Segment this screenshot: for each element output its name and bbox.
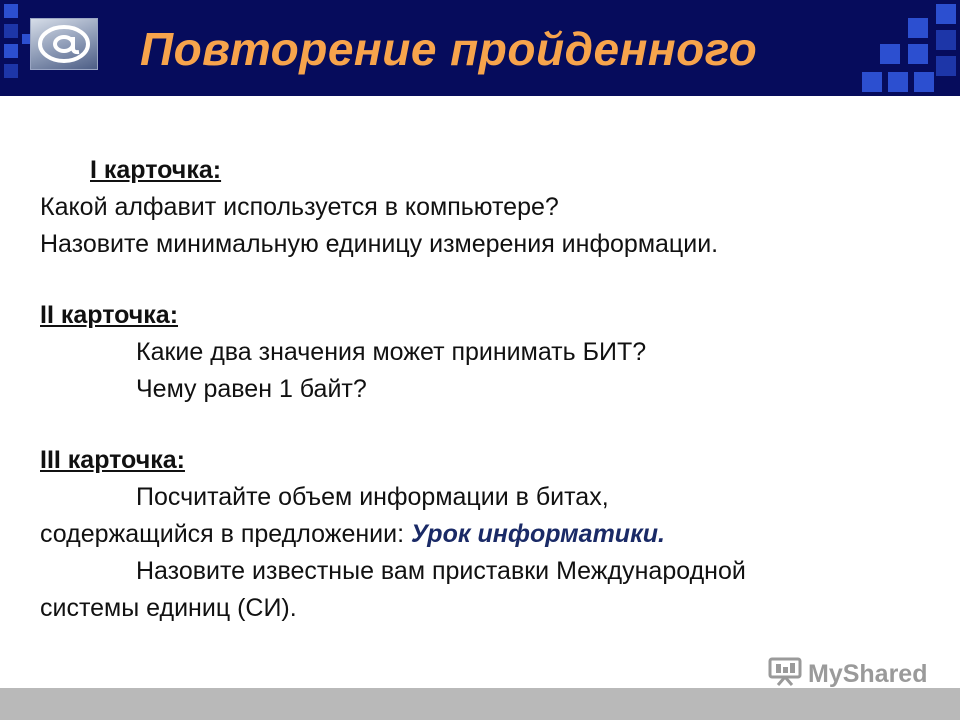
slide-header — [0, 0, 960, 96]
footer-bar — [0, 688, 960, 720]
watermark-text: MyShared — [808, 659, 928, 688]
card-2-question-2: Чему равен 1 байт? — [136, 375, 367, 403]
decor-square — [888, 72, 908, 92]
decor-square — [880, 44, 900, 64]
card-3-question-2-cont: системы единиц (СИ). — [40, 594, 297, 622]
card-1-question-2: Назовите минимальную единицу измерения информации. — [40, 230, 719, 258]
card-3-question-2: Назовите известные вам приставки Международной — [136, 557, 746, 585]
decor-square — [4, 64, 18, 78]
card-3-heading: III карточка: — [40, 446, 185, 474]
decor-square — [4, 44, 18, 58]
card-3-sentence: Урок информатики. — [411, 520, 665, 548]
card-2-question-1: Какие два значения может принимать БИТ? — [136, 338, 647, 366]
card-3-question-1-cont — [40, 516, 940, 553]
decor-square — [4, 4, 18, 18]
decor-square — [4, 24, 18, 38]
watermark — [768, 656, 927, 692]
decor-square — [936, 56, 956, 76]
presentation-board-icon — [768, 656, 802, 693]
decor-square — [936, 4, 956, 24]
card-1-question-1: Какой алфавит используется в компьютере? — [40, 193, 559, 221]
card-2-heading: II карточка: — [40, 301, 179, 329]
decor-square — [914, 72, 934, 92]
slide-content — [40, 152, 940, 627]
card-3-question-1: Посчитайте объем информации в битах, — [136, 483, 609, 511]
card-3-prefix: содержащийся в предложении: — [40, 520, 411, 548]
slide-title: Повторение пройденного — [140, 23, 758, 75]
decor-square — [936, 30, 956, 50]
decor-square — [862, 72, 882, 92]
card-1-heading: I карточка: — [90, 156, 222, 184]
decor-square — [908, 44, 928, 64]
decor-square — [908, 18, 928, 38]
at-sign-icon — [30, 18, 98, 70]
